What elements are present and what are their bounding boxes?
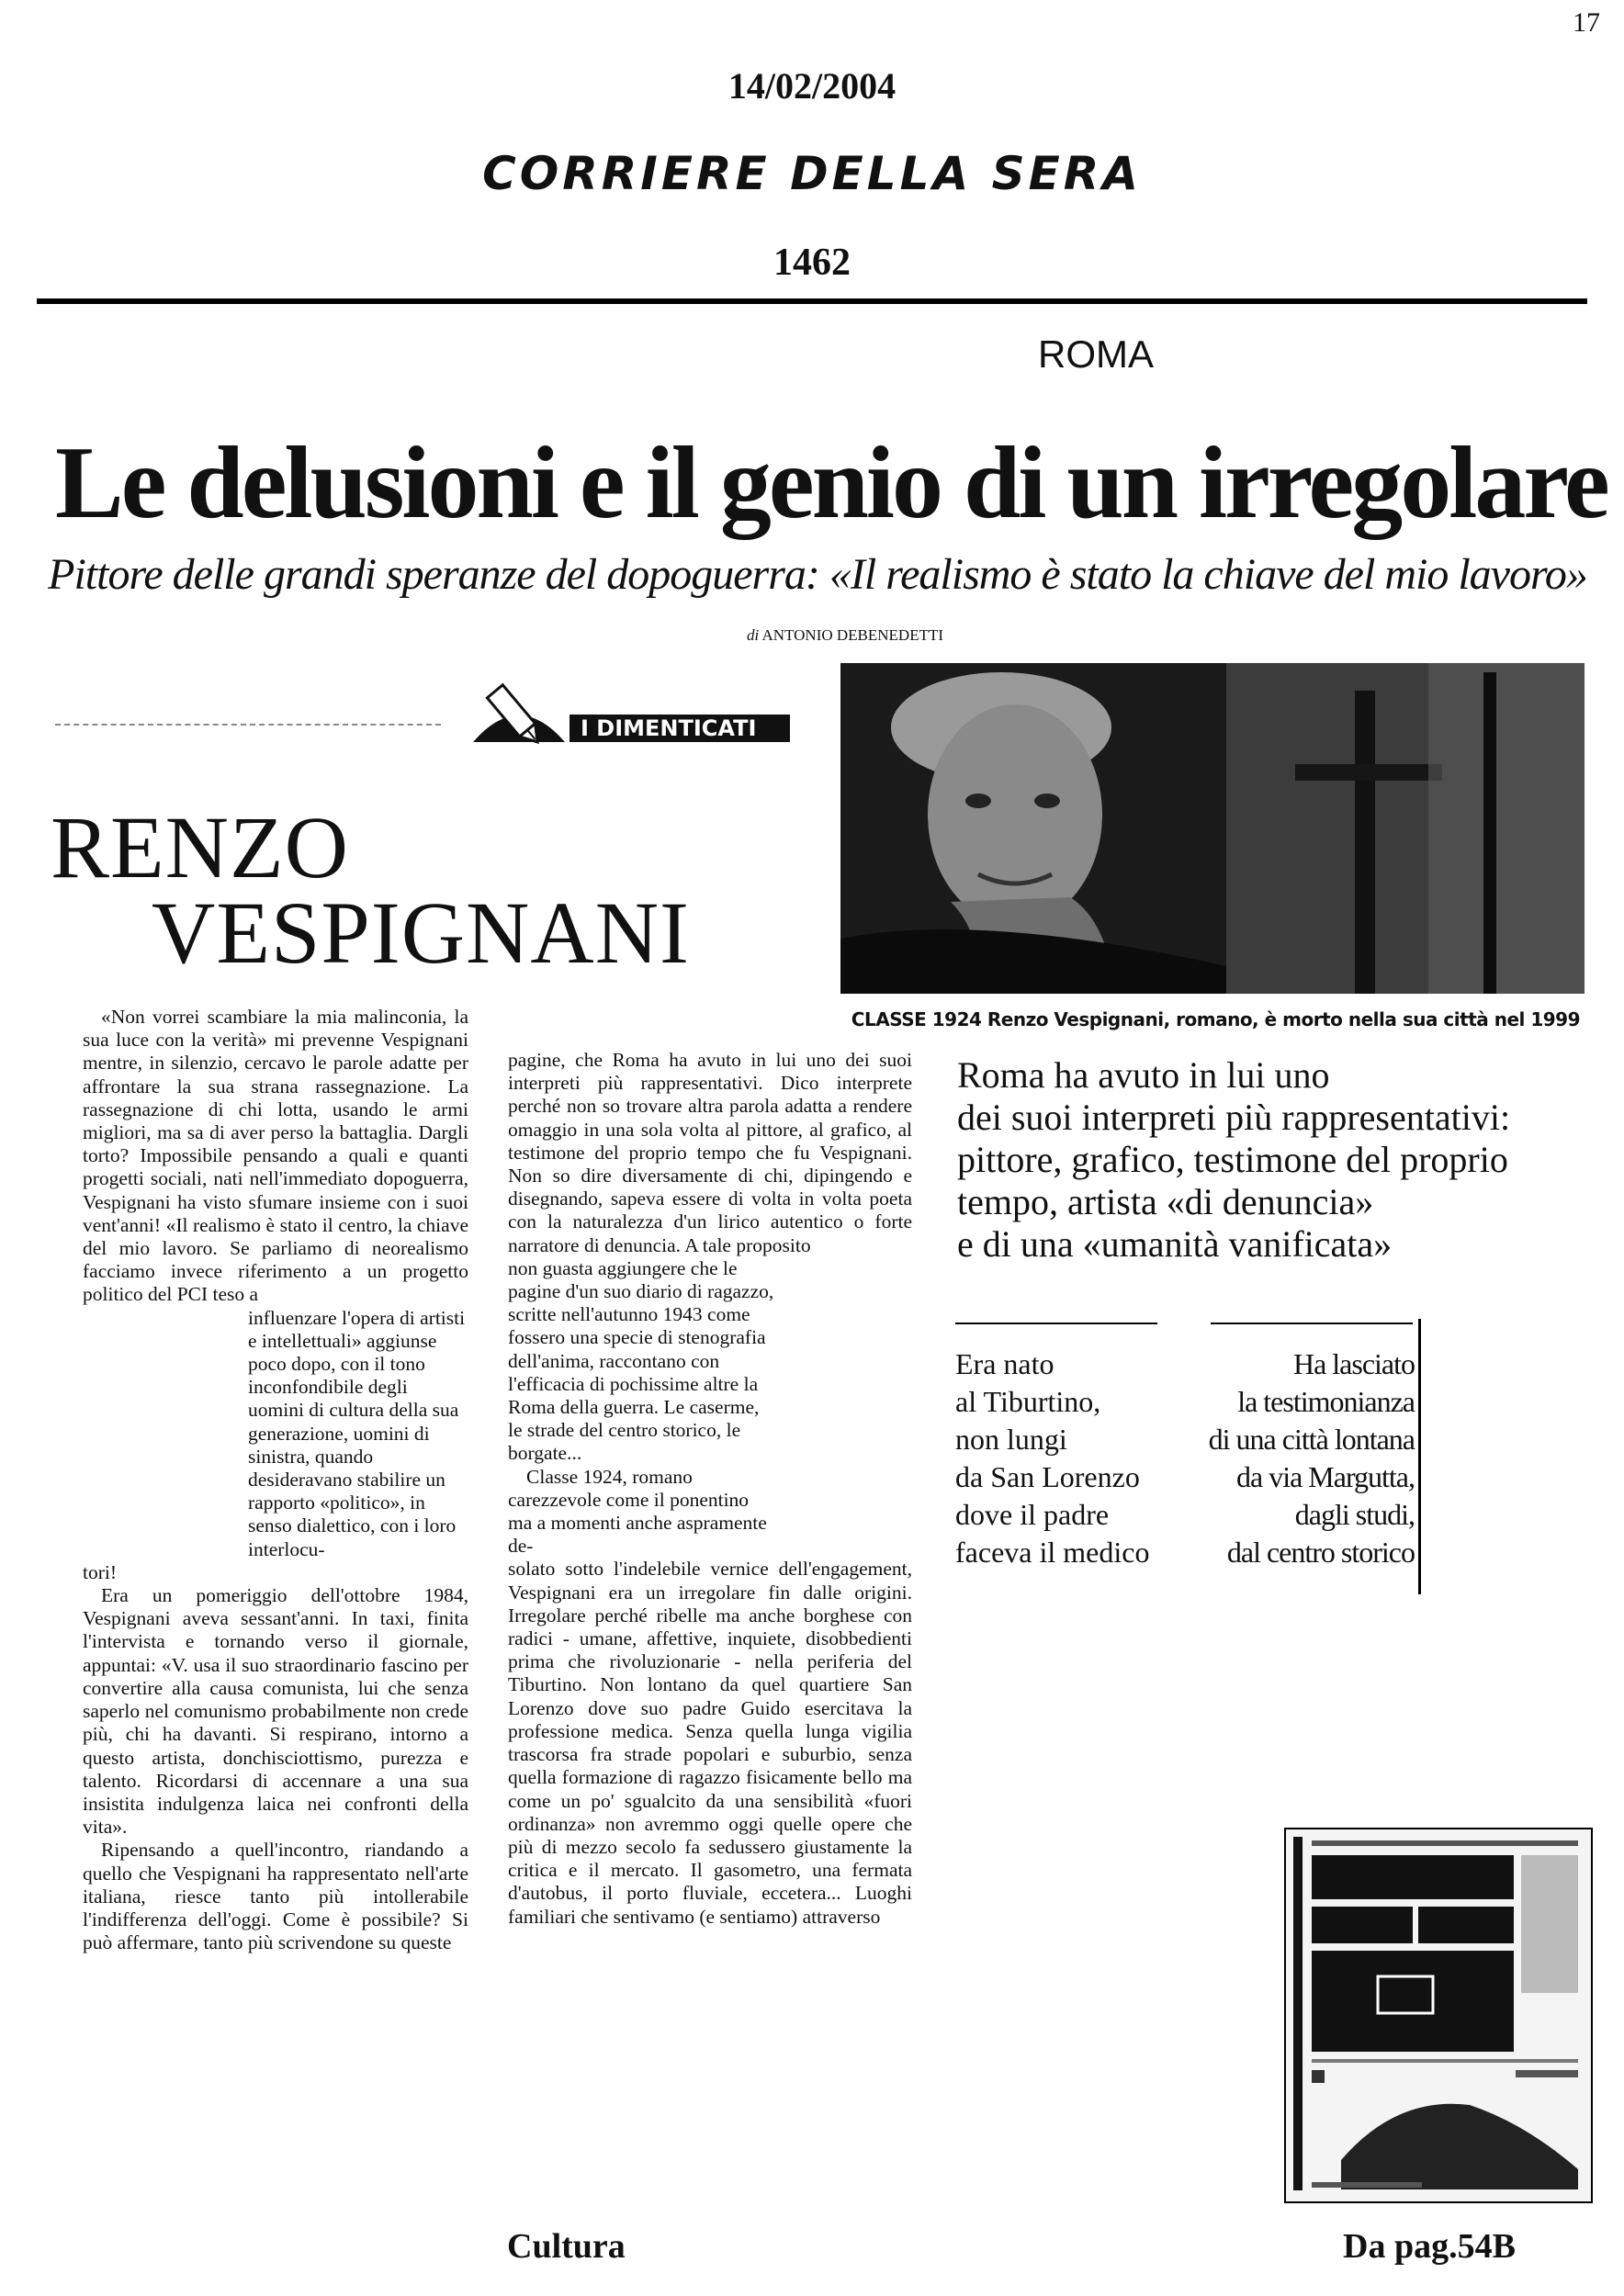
portrait-photo — [840, 663, 1585, 994]
sidebar-box-right — [1185, 1345, 1415, 1571]
portrait-illustration — [840, 663, 1585, 994]
newspaper-name: CORRIERE DELLA SERA — [482, 147, 1142, 200]
box-left-line: dove il padre — [955, 1498, 1110, 1531]
box-left-line: non lungi — [955, 1423, 1067, 1456]
col2-paragraph-1: pagine, che Roma ha avuto in lui uno dei suoi interpreti più rappresentativi. Dico interprete perché non so trovare altra parola adatta a rendere omaggio in una sola volta al pittore, al grafico, al testimone del proprio tempo che fu Vespignani. Non so dire diversamente di chi, dipingendo e disegnando, sapeva essere di volta in volta poeta con la naturalezza d'un lirico autentico o forte narratore di denuncia. A tale proposito — [508, 1049, 912, 1256]
header-divider — [37, 298, 1587, 304]
byline — [551, 626, 1139, 645]
col1-paragraph-1-narrow: influenzare l'opera di artisti e intellettuali» aggiunse poco dopo, con il tono inconfondibile degli uomini di cultura della sua generazione, uomini di sinistra, quando desideravano stabilire un rapporto «politico», in senso dialettico, con i loro interlocu- — [248, 1306, 466, 1560]
box-left-rule — [955, 1322, 1157, 1324]
pull-quote-line: dei suoi interpreti più rappresentativi: — [957, 1097, 1511, 1138]
subject-last-name: VESPIGNANI — [152, 884, 690, 982]
pull-quote — [957, 1054, 1591, 1266]
box-right-line: Ha lasciato — [1292, 1347, 1415, 1380]
col2-paragraph-1-narrow: non guasta aggiungere che le pagine d'un suo diario di ragazzo, scritte nell'autunno 1943 come fossero una specie di stenografia dell'anima, raccontano con l'efficacia di pochissime altre la Roma della guerra. Le caserme, le strade del centro storico, le borgate... — [508, 1256, 774, 1465]
footer-section: Cultura — [507, 2227, 626, 2266]
rubric-banner — [55, 670, 790, 744]
box-left-line: faceva il medico — [955, 1536, 1150, 1569]
box-left-line: Era nato — [955, 1347, 1054, 1380]
fountain-pen-icon — [468, 670, 570, 744]
box-right-line: dagli studi, — [1294, 1498, 1415, 1531]
col2-paragraph-2-narrow: Classe 1924, romano carezzevole come il ponentino ma a momenti anche aspramente de- — [508, 1465, 767, 1558]
section-label: ROMA — [1038, 332, 1154, 376]
box-right-line: da via Margutta, — [1235, 1460, 1415, 1493]
footer-continuation: Da pag.54B — [1343, 2227, 1516, 2266]
article-column-2 — [508, 1049, 912, 1929]
col2-paragraph-2: solato sotto l'indelebile vernice dell'engagement, Vespignani era un irregolare fin dalle origini. Irregolare perché ribelle ma anche borghese con radici - umane, affettive, inquiete, disobbedienti prima che rivoluzionarie - nella periferia del Tiburtino. Non lontano da quel quartiere San Lorenzo dove suo padre Guido esercitava la professione medica. Senza quella lunga vigilia trascorsa fra strade popolari e suburbio, senza quella formazione di ragazzo fisicamente bello ma come un po' sgualcito da una sensibilità «fuori ordinanza» non avremmo oggi quelle opere che più di mezzo secolo fa sedussero giustamente la critica e il mercato. Il gasometro, una fermata d'autobus, il porto fluviale, eccetera... Luoghi familiari che sentivamo (e sentiamo) attraverso — [508, 1558, 912, 1928]
byline-author: ANTONIO DEBENEDETTI — [761, 626, 944, 644]
rubric-label: I DIMENTICATI — [570, 715, 790, 742]
page-thumbnail — [1284, 1828, 1593, 2203]
page-number: 17 — [1573, 7, 1600, 38]
clipping-code: 1462 — [773, 242, 851, 284]
clipping-date: 14/02/2004 — [727, 65, 897, 107]
col1-paragraph-1-end: tori! — [83, 1560, 118, 1583]
box-left-line: al Tiburtino, — [955, 1385, 1101, 1418]
article-headline: Le delusioni e il genio di un irregolare — [55, 426, 1607, 540]
col1-paragraph-2: Era un pomeriggio dell'ottobre 1984, Vespignani aveva sessant'anni. In taxi, finita l'intervista e tornando verso il giornale, appuntai: «V. usa il suo straordinario fascino per convertire alla causa comunista, lui che senza saperlo nel comunismo probabilmente non crede più, chi ha davanti. Si respirano, intorno a questo artista, donchisciottismo, purezza e talento. Ricordarsi di accennare a una sua insistita indulgenza laica nei confronti della vita». — [83, 1584, 468, 1839]
box-left-line: da San Lorenzo — [955, 1460, 1140, 1493]
rubric-dashed-line — [55, 724, 441, 726]
subject-first-name: RENZO — [51, 798, 349, 896]
box-right-line: di una città lontana — [1208, 1423, 1415, 1456]
pull-quote-line: Roma ha avuto in lui uno — [957, 1054, 1330, 1096]
pull-quote-line: pittore, grafico, testimone del proprio — [957, 1139, 1508, 1180]
article-subheadline: Pittore delle grandi speranze del dopoguerra: «Il realismo è stato la chiave del mio lavoro» — [48, 550, 1587, 599]
box-right-side-rule — [1418, 1319, 1421, 1594]
page-thumbnail-illustration — [1286, 1829, 1591, 2201]
sidebar-box-left — [955, 1345, 1194, 1571]
pull-quote-line: tempo, artista «di denuncia» — [957, 1181, 1374, 1222]
pull-quote-line: e di una «umanità vanificata» — [957, 1223, 1393, 1265]
box-right-line: la testimonianza — [1237, 1385, 1415, 1418]
article-column-1 — [83, 1006, 468, 1954]
photo-caption: CLASSE 1924 Renzo Vespignani, romano, è morto nella sua città nel 1999 — [851, 1008, 1580, 1030]
byline-prefix: di — [746, 626, 760, 644]
col1-paragraph-1: «Non vorrei scambiare la mia malinconia, la sua luce con la verità» mi prevenne Vespignani mentre, in silenzio, cercavo le parole adatte per affrontare la sua strana rassegnazione. La rassegnazione di chi lotta, usando le armi migliori, ma sa di aver perso la battaglia. Dargli torto? Impossibile pensando a quali e quanti progetti sociali, nati nell'immediato dopoguerra, Vespignani ha visto sfumare insieme con i suoi vent'anni! «Il realismo è stato il centro, la chiave del mio lavoro. Se parliamo di neorealismo facciamo invece riferimento a un progetto politico del PCI teso a — [83, 1006, 468, 1306]
box-right-rule — [1211, 1322, 1413, 1324]
col1-paragraph-3: Ripensando a quell'incontro, riandando a quello che Vespignani ha rappresentato nell'arte italiana, riesce tanto più intollerabile l'indifferenza dell'oggi. Come è possibile? Si può affermare, tanto più scrivendone su queste — [83, 1839, 468, 1954]
box-right-line: dal centro storico — [1226, 1536, 1415, 1569]
